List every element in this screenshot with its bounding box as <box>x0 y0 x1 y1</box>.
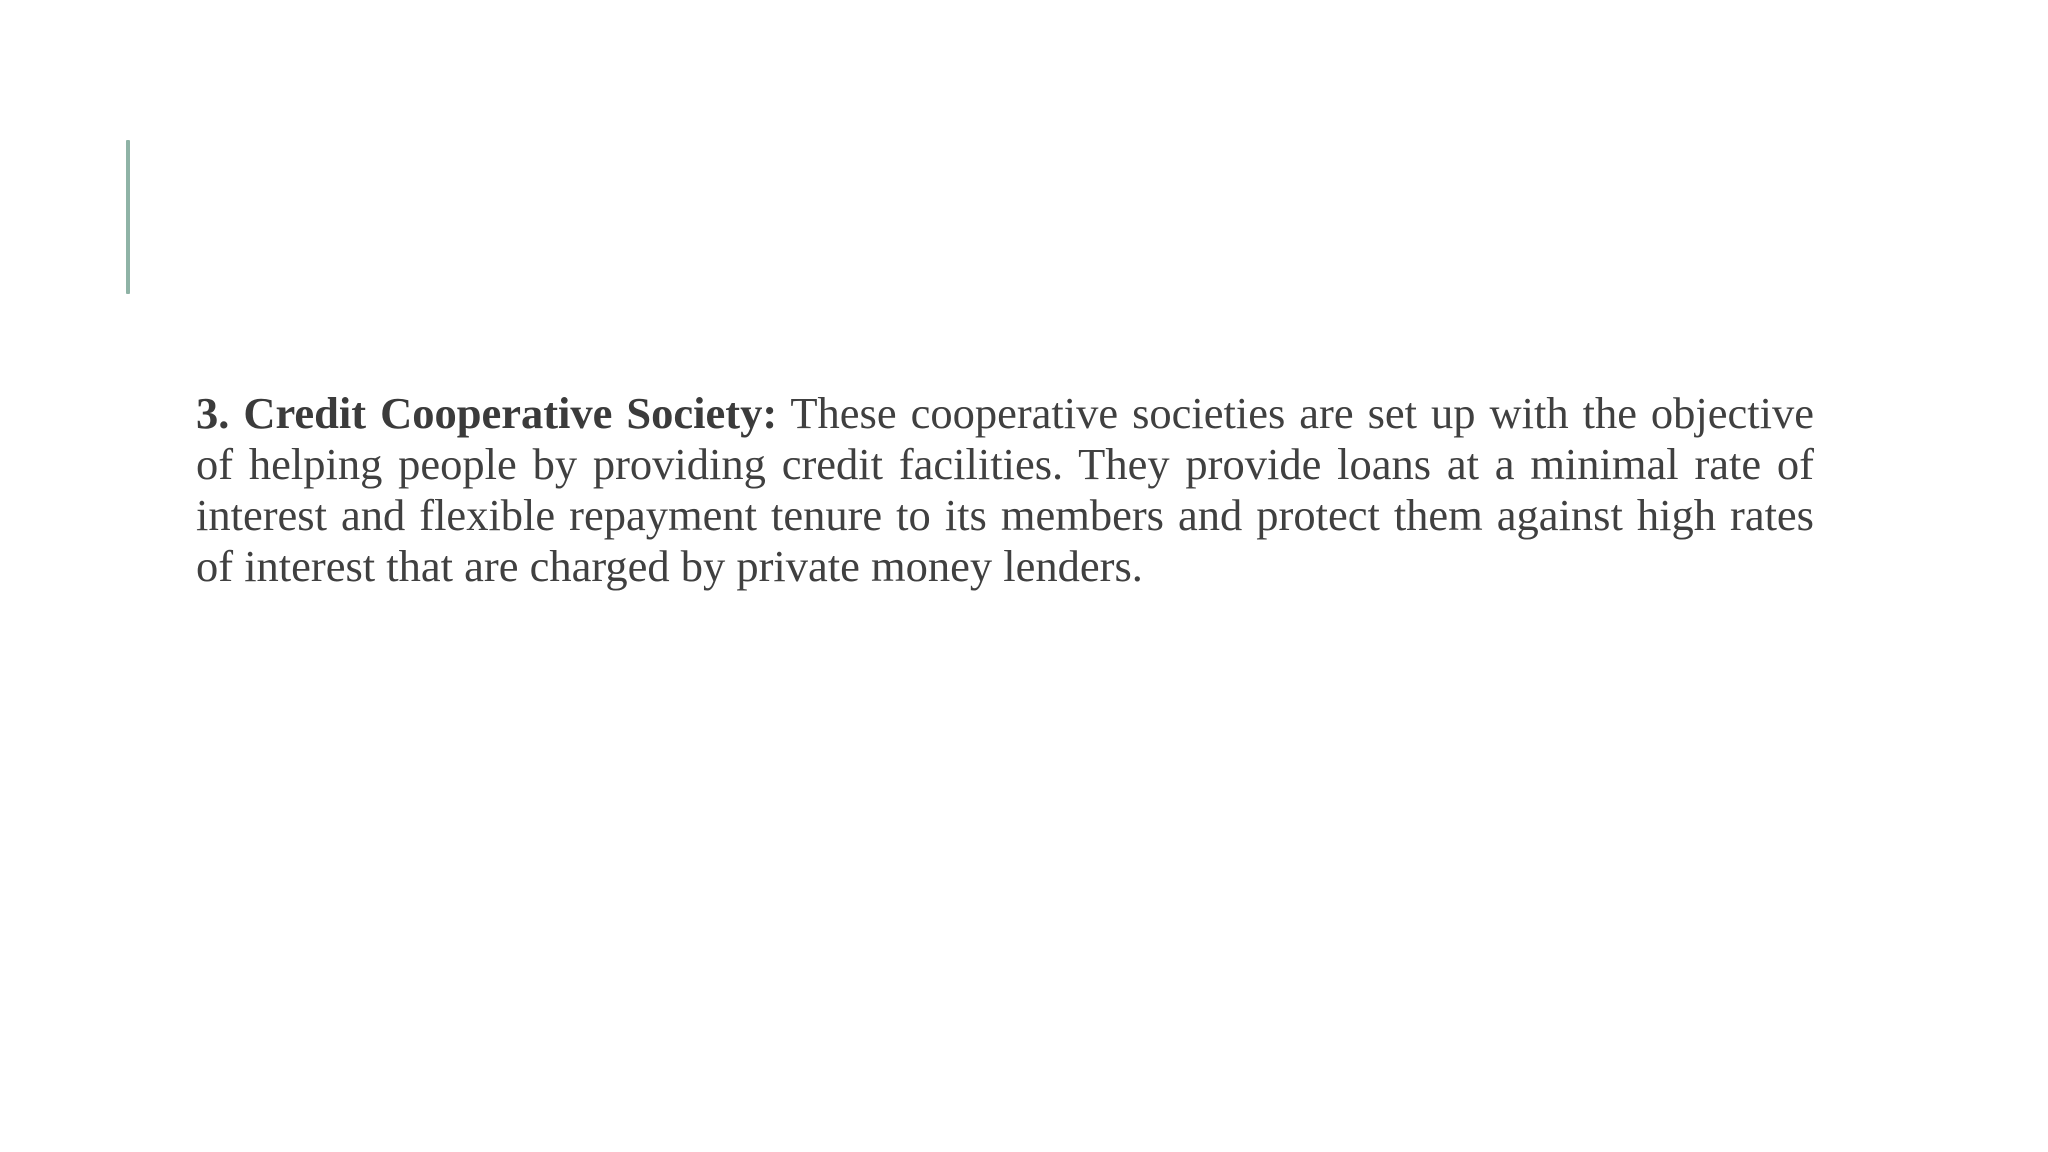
paragraph-credit-cooperative-society <box>196 388 1814 592</box>
paragraph-body: These cooperative societies are set up with the objective of helping people by providing credit facilities. They provide loans at a minimal rate of interest and flexible repayment tenure to its members and protect them against high rates of interest that are charged by private money lenders. <box>196 388 1815 591</box>
accent-bar <box>126 140 130 294</box>
paragraph-lead: 3. Credit Cooperative Society: <box>196 388 778 438</box>
